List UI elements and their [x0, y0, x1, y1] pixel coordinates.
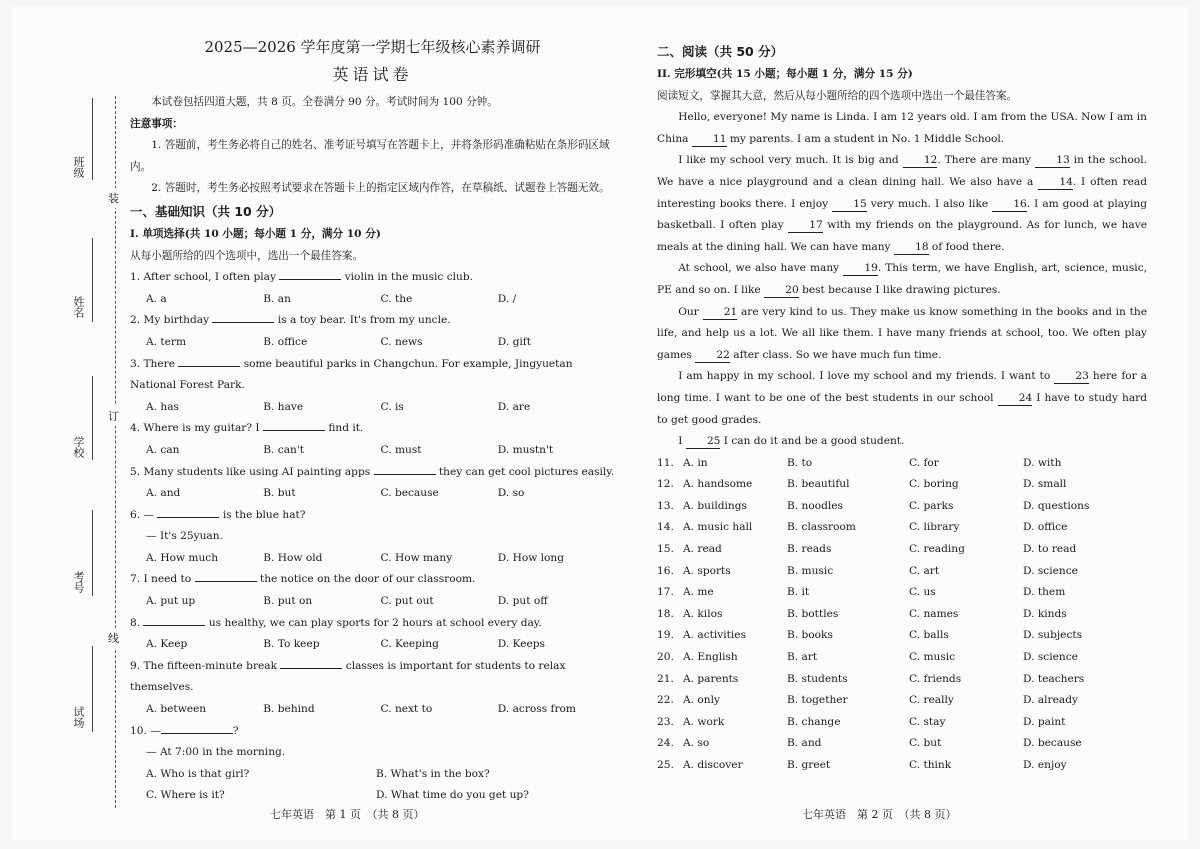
cloze-options — [657, 453, 1147, 777]
question-list — [130, 267, 615, 720]
option: B. an — [263, 292, 291, 305]
option: A. buildings — [683, 499, 747, 512]
page-1 — [130, 6, 615, 807]
question-text: 1. After school, I often play — [130, 271, 276, 284]
option-number: 17. — [657, 586, 674, 599]
option: B. art — [787, 651, 818, 664]
question-options — [130, 397, 615, 419]
option: D. science — [1023, 564, 1078, 577]
answer-blank — [263, 418, 325, 431]
option: D. gift — [497, 335, 531, 348]
option: B. change — [787, 715, 841, 728]
part-1-instructions: 从每小题所给的四个选项中，选出一个最佳答案。 — [130, 249, 364, 262]
option: A. kilos — [683, 607, 723, 620]
passage-text: after class. So we have much fun time. — [729, 348, 942, 361]
cloze-blank-number: 22 — [695, 349, 730, 363]
answer-blank — [143, 613, 205, 626]
passage-text: with my friends on the playground. As for lunch, we have meals at the dining hall. We can have many — [657, 219, 1147, 253]
question-options — [130, 634, 615, 656]
option: A. only — [683, 694, 720, 707]
question-9 — [130, 656, 615, 721]
option: D. kinds — [1023, 607, 1067, 620]
option: A. How much — [146, 551, 219, 564]
option: C. put out — [380, 595, 434, 608]
option: A. handsome — [683, 478, 753, 491]
option: B. it — [787, 586, 810, 599]
passage-paragraph — [657, 150, 1147, 258]
option: D. already — [1023, 694, 1078, 707]
cloze-option-row — [657, 539, 1147, 561]
question-2 — [130, 310, 615, 353]
question-text: 7. I need to — [130, 573, 192, 586]
option: C. for — [909, 456, 939, 469]
passage-paragraph — [657, 431, 1147, 453]
cloze-option-row — [657, 690, 1147, 712]
exam-title: 2025—2026 学年度第一学期七年级核心素养调研 — [204, 38, 541, 56]
cloze-blank-number: 13 — [1035, 154, 1070, 168]
cloze-blank-number: 18 — [894, 241, 929, 255]
binding-mark-ding: 订 — [108, 406, 119, 426]
option: D. Keeps — [497, 638, 545, 651]
option: A. music hall — [683, 521, 753, 534]
passage-text: of food there. — [928, 240, 1005, 253]
answer-blank — [279, 267, 341, 280]
option-number: 22. — [657, 694, 674, 707]
question-options — [130, 591, 615, 613]
field-class-line — [92, 98, 93, 180]
option: A. has — [146, 400, 179, 413]
passage-text: . There are many — [937, 154, 1036, 167]
option-number: 12. — [657, 478, 674, 491]
field-class-label: 班级 — [72, 156, 85, 178]
cloze-option-row — [657, 474, 1147, 496]
field-exam-room-line — [92, 646, 93, 732]
option: D. put off — [497, 595, 548, 608]
answer-blank — [280, 656, 342, 669]
passage-text: I have to study hard to get good grades. — [657, 391, 1147, 426]
answer-blank — [195, 569, 257, 582]
option: D. / — [497, 292, 517, 305]
cloze-option-row — [657, 647, 1147, 669]
answer-blank — [161, 721, 233, 734]
option: C. parks — [909, 499, 954, 512]
option: C. the — [380, 292, 413, 305]
question-stem — [130, 505, 615, 527]
option: C. but — [909, 737, 942, 750]
option: C. How many — [380, 551, 453, 564]
binding-margin — [12, 6, 130, 840]
option: B. How old — [263, 551, 323, 564]
option: A. term — [146, 335, 187, 348]
option: A. between — [146, 703, 207, 716]
option: B. to — [787, 456, 813, 469]
option: C. is — [380, 400, 404, 413]
cloze-blank-number: 19 — [843, 262, 878, 276]
option: B. put on — [263, 595, 313, 608]
option: C. friends — [909, 672, 962, 685]
option-number: 15. — [657, 543, 674, 556]
option: D. are — [497, 400, 531, 413]
question-text-end: the notice on the door of our classroom. — [259, 573, 476, 586]
part-1-heading: I. 单项选择(共 10 小题；每小题 1 分，满分 10 分) — [130, 227, 381, 240]
cloze-passage — [657, 107, 1147, 453]
option: B. reads — [787, 543, 832, 556]
option: D. mustn't — [497, 443, 554, 456]
exam-intro: 本试卷包括四道大题，共 8 页。全卷满分 90 分。考试时间为 100 分钟。 — [151, 96, 498, 108]
option: D. questions — [1023, 499, 1090, 512]
option: A. sports — [683, 564, 731, 577]
option: B. and — [787, 737, 822, 750]
passage-paragraph — [657, 258, 1147, 301]
field-exam-number-label: 考号 — [72, 571, 85, 593]
question-10-options-row-1 — [130, 764, 615, 786]
answer-blank — [374, 462, 436, 475]
question-options — [130, 548, 615, 570]
question-text-end: find it. — [328, 422, 364, 435]
question-options — [130, 440, 615, 462]
field-exam-number-line — [92, 510, 93, 596]
question-text: 6. — — [130, 508, 155, 521]
field-name-line — [92, 238, 93, 322]
option: A. me — [683, 586, 714, 599]
passage-text: I like my school very much. It is big and — [678, 154, 903, 167]
option: D. science — [1023, 651, 1078, 664]
question-10-text: 10. — — [130, 724, 161, 737]
cloze-option-row — [657, 561, 1147, 583]
option: B. beautiful — [787, 478, 850, 491]
notice-2: 2. 答题时，考生务必按照考试要求在答题卡上的指定区域内作答，在草稿纸、试题卷上答题无效。 — [151, 182, 610, 195]
passage-text: my parents. I am a student in No. 1 Middle School. — [726, 132, 1005, 145]
option: D. paint — [1023, 715, 1066, 728]
cloze-blank-number: 17 — [788, 219, 823, 233]
exam-subtitle: 英语试卷 — [332, 65, 413, 84]
option: D. enjoy — [1023, 759, 1067, 771]
option-number: 25. — [657, 759, 674, 771]
option: C. really — [909, 694, 954, 707]
option: C. boring — [909, 478, 959, 491]
binding-mark-xian: 线 — [108, 628, 119, 648]
cloze-option-row — [657, 517, 1147, 539]
option: C. Where is it? — [146, 789, 225, 802]
cloze-blank-number: 24 — [998, 392, 1033, 406]
option: C. library — [909, 521, 960, 534]
passage-text: I am happy in my school. I love my school and my friends. I want to — [678, 370, 1055, 383]
section-1-heading: 一、基础知识（共 10 分） — [130, 203, 282, 219]
field-school-label: 学校 — [72, 436, 85, 458]
option-number: 11. — [657, 456, 674, 469]
question-stem — [130, 656, 615, 699]
option: A. discover — [683, 759, 743, 771]
notice-1: 1. 答题前，考生务必将自己的姓名、准考证号填写在答题卡上，并将条形码准确粘贴在条形码区域内。 — [130, 139, 610, 173]
option: C. art — [909, 564, 940, 577]
option: B. have — [263, 400, 304, 413]
option: D. What time do you get up? — [376, 789, 529, 802]
question-stem — [130, 418, 615, 440]
question-text-end: us healthy, we can play sports for 2 hours at school every day. — [208, 616, 542, 629]
cloze-blank-number: 23 — [1054, 370, 1089, 384]
cloze-blank-number: 25 — [686, 435, 721, 449]
part-2-heading: II. 完形填空(共 15 小题；每小题 1 分，满分 15 分) — [657, 68, 913, 80]
option: D. them — [1023, 586, 1066, 599]
cloze-option-row — [657, 582, 1147, 604]
option: C. music — [909, 651, 956, 664]
cloze-option-row — [657, 712, 1147, 734]
option: D. so — [497, 487, 525, 500]
option: D. to read — [1023, 543, 1077, 556]
passage-paragraph — [657, 366, 1147, 431]
passage-paragraph — [657, 107, 1147, 150]
option-number: 19. — [657, 629, 674, 642]
option: D. because — [1023, 737, 1082, 750]
question-stem — [130, 613, 615, 635]
question-response: — It's 25yuan. — [146, 530, 223, 543]
question-6 — [130, 505, 615, 570]
passage-text: are very kind to us. They make us know something in the books and in the life, and help us a lot. We all like them. I have many friends at school, too. We often play games — [657, 305, 1147, 361]
question-5 — [130, 462, 615, 505]
option: B. bottles — [787, 607, 839, 620]
question-8 — [130, 613, 615, 656]
option: C. reading — [909, 543, 965, 556]
option: A. English — [683, 651, 738, 664]
option: C. stay — [909, 715, 946, 728]
question-options — [130, 289, 615, 311]
question-stem — [130, 569, 615, 591]
question-stem — [130, 462, 615, 484]
option: B. together — [787, 694, 848, 707]
option: C. news — [380, 335, 423, 348]
option: C. think — [909, 759, 952, 771]
passage-text: best because I like drawing pictures. — [798, 283, 1001, 296]
question-stem — [130, 267, 615, 289]
option: A. work — [683, 715, 725, 728]
option: C. because — [380, 487, 439, 500]
field-exam-room-label: 试场 — [72, 706, 85, 728]
question-text: 5. Many students like using AI painting apps — [130, 465, 371, 478]
option: A. Keep — [146, 638, 188, 651]
passage-text: . I am good at playing basketball. I often play — [657, 197, 1147, 232]
field-school-line — [92, 376, 93, 460]
binding-mark-zhuang: 装 — [108, 188, 119, 208]
option: A. activities — [683, 629, 747, 642]
cloze-option-row — [657, 604, 1147, 626]
question-10-text-end: ? — [232, 724, 239, 737]
option: B. greet — [787, 759, 831, 771]
section-2-heading: 二、阅读（共 50 分） — [657, 44, 784, 59]
cloze-blank-number: 12 — [903, 154, 938, 168]
option: B. office — [263, 335, 308, 348]
passage-text: here for a long time. I want to be one of the best students in our school — [657, 370, 1147, 404]
cloze-option-row — [657, 496, 1147, 518]
option: B. What's in the box? — [376, 767, 490, 780]
passage-paragraph — [657, 302, 1147, 367]
option: B. books — [787, 629, 833, 642]
option: B. noodles — [787, 499, 843, 512]
cloze-option-row — [657, 453, 1147, 475]
option-number: 18. — [657, 607, 674, 620]
cloze-option-row — [657, 669, 1147, 691]
answer-blank — [212, 310, 274, 323]
option: B. but — [263, 487, 296, 500]
option-number: 20. — [657, 651, 674, 664]
passage-text: . I often read interesting books there. I enjoy — [657, 175, 1148, 210]
question-text-end: is a toy bear. It's from my uncle. — [277, 314, 451, 327]
passage-text: I can do it and be a good student. — [720, 435, 905, 448]
question-stem — [130, 310, 615, 332]
passage-text: very much. I also like — [866, 197, 993, 210]
option: A. can — [146, 443, 180, 456]
question-options — [130, 699, 615, 721]
question-text-end: is the blue hat? — [222, 508, 306, 521]
option-number: 21. — [657, 672, 674, 685]
option: C. us — [909, 586, 936, 599]
question-text-end: they can get cool pictures easily. — [438, 465, 615, 478]
passage-text: . This term, we have English, art, science, music, PE and so on. I like — [657, 262, 1147, 296]
option: A. parents — [683, 672, 739, 685]
option: B. To keep — [263, 638, 320, 651]
option-number: 24. — [657, 737, 674, 750]
question-options — [130, 483, 615, 505]
passage-text: At school, we also have many — [678, 262, 844, 275]
option: D. teachers — [1023, 672, 1085, 685]
passage-text: Our — [678, 305, 703, 318]
answer-blank — [157, 505, 219, 518]
option: B. classroom — [787, 521, 856, 534]
option: A. put up — [146, 595, 196, 608]
cloze-blank-number: 20 — [764, 284, 799, 298]
question-stem — [130, 354, 615, 397]
option: A. and — [146, 487, 181, 500]
passage-text: I — [678, 435, 686, 448]
option: B. music — [787, 564, 834, 577]
option-number: 13. — [657, 499, 674, 512]
question-1 — [130, 267, 615, 310]
question-3 — [130, 354, 615, 419]
page-1-footer: 七年英语 第 1 页 （共 8 页） — [270, 808, 425, 821]
cloze-option-row — [657, 755, 1147, 777]
notice-label: 注意事项： — [130, 117, 183, 130]
cloze-blank-number: 11 — [692, 133, 727, 147]
question-10 — [130, 721, 615, 807]
option-number: 16. — [657, 564, 674, 577]
option: B. can't — [263, 443, 305, 456]
cloze-blank-number: 15 — [832, 198, 867, 212]
cloze-blank-number: 14 — [1038, 176, 1073, 190]
cloze-blank-number: 16 — [992, 198, 1027, 212]
option: A. a — [146, 292, 167, 305]
option: C. next to — [380, 703, 433, 716]
question-7 — [130, 569, 615, 612]
option: A. in — [683, 456, 708, 469]
question-text-end: some beautiful parks in Changchun. For example, Jingyuetan National Forest Park. — [130, 357, 573, 392]
part-2-instructions: 阅读短文，掌握其大意，然后从每小题所给的四个选项中选出一个最佳答案。 — [657, 89, 1018, 102]
question-4 — [130, 418, 615, 461]
question-text-end: violin in the music club. — [344, 271, 473, 284]
option: C. balls — [909, 629, 949, 642]
option: D. with — [1023, 456, 1062, 469]
question-text: 3. There — [130, 357, 175, 370]
page-2 — [657, 6, 1147, 777]
option: A. Who is that girl? — [146, 767, 250, 780]
cloze-option-row — [657, 625, 1147, 647]
option: B. students — [787, 672, 848, 685]
option: A. so — [683, 737, 710, 750]
question-text: 2. My birthday — [130, 314, 210, 327]
question-text: 8. — [130, 616, 141, 629]
option: D. office — [1023, 521, 1068, 534]
option-number: 23. — [657, 715, 674, 728]
question-text: 9. The fifteen-minute break — [130, 659, 278, 672]
option: D. small — [1023, 478, 1067, 491]
option: D. subjects — [1023, 629, 1083, 642]
passage-text: in the school. We have a nice playground and a clean dining hall. We also have a — [657, 154, 1147, 188]
option: A. read — [683, 543, 722, 556]
field-name-label: 姓名 — [72, 296, 85, 318]
page-2-footer: 七年英语 第 2 页 （共 8 页） — [802, 808, 957, 821]
option: C. Keeping — [380, 638, 439, 651]
question-10-response: — At 7:00 in the morning. — [146, 746, 286, 759]
cloze-blank-number: 21 — [703, 306, 738, 320]
question-options — [130, 332, 615, 354]
option: D. across from — [497, 703, 576, 716]
question-text: 4. Where is my guitar? I — [130, 422, 260, 435]
answer-blank — [178, 354, 240, 367]
question-10-options-row-2 — [130, 785, 615, 807]
option: B. behind — [263, 703, 315, 716]
option: C. must — [380, 443, 422, 456]
option-number: 14. — [657, 521, 674, 534]
cloze-option-row — [657, 733, 1147, 755]
question-text-end: classes is important for students to relax themselves. — [130, 659, 566, 694]
option: C. names — [909, 607, 959, 620]
passage-text: Hello, everyone! My name is Linda. I am 12 years old. I am from the USA. Now I am in China — [657, 111, 1147, 145]
option: D. How long — [497, 551, 565, 564]
exam-sheet — [12, 6, 1188, 840]
